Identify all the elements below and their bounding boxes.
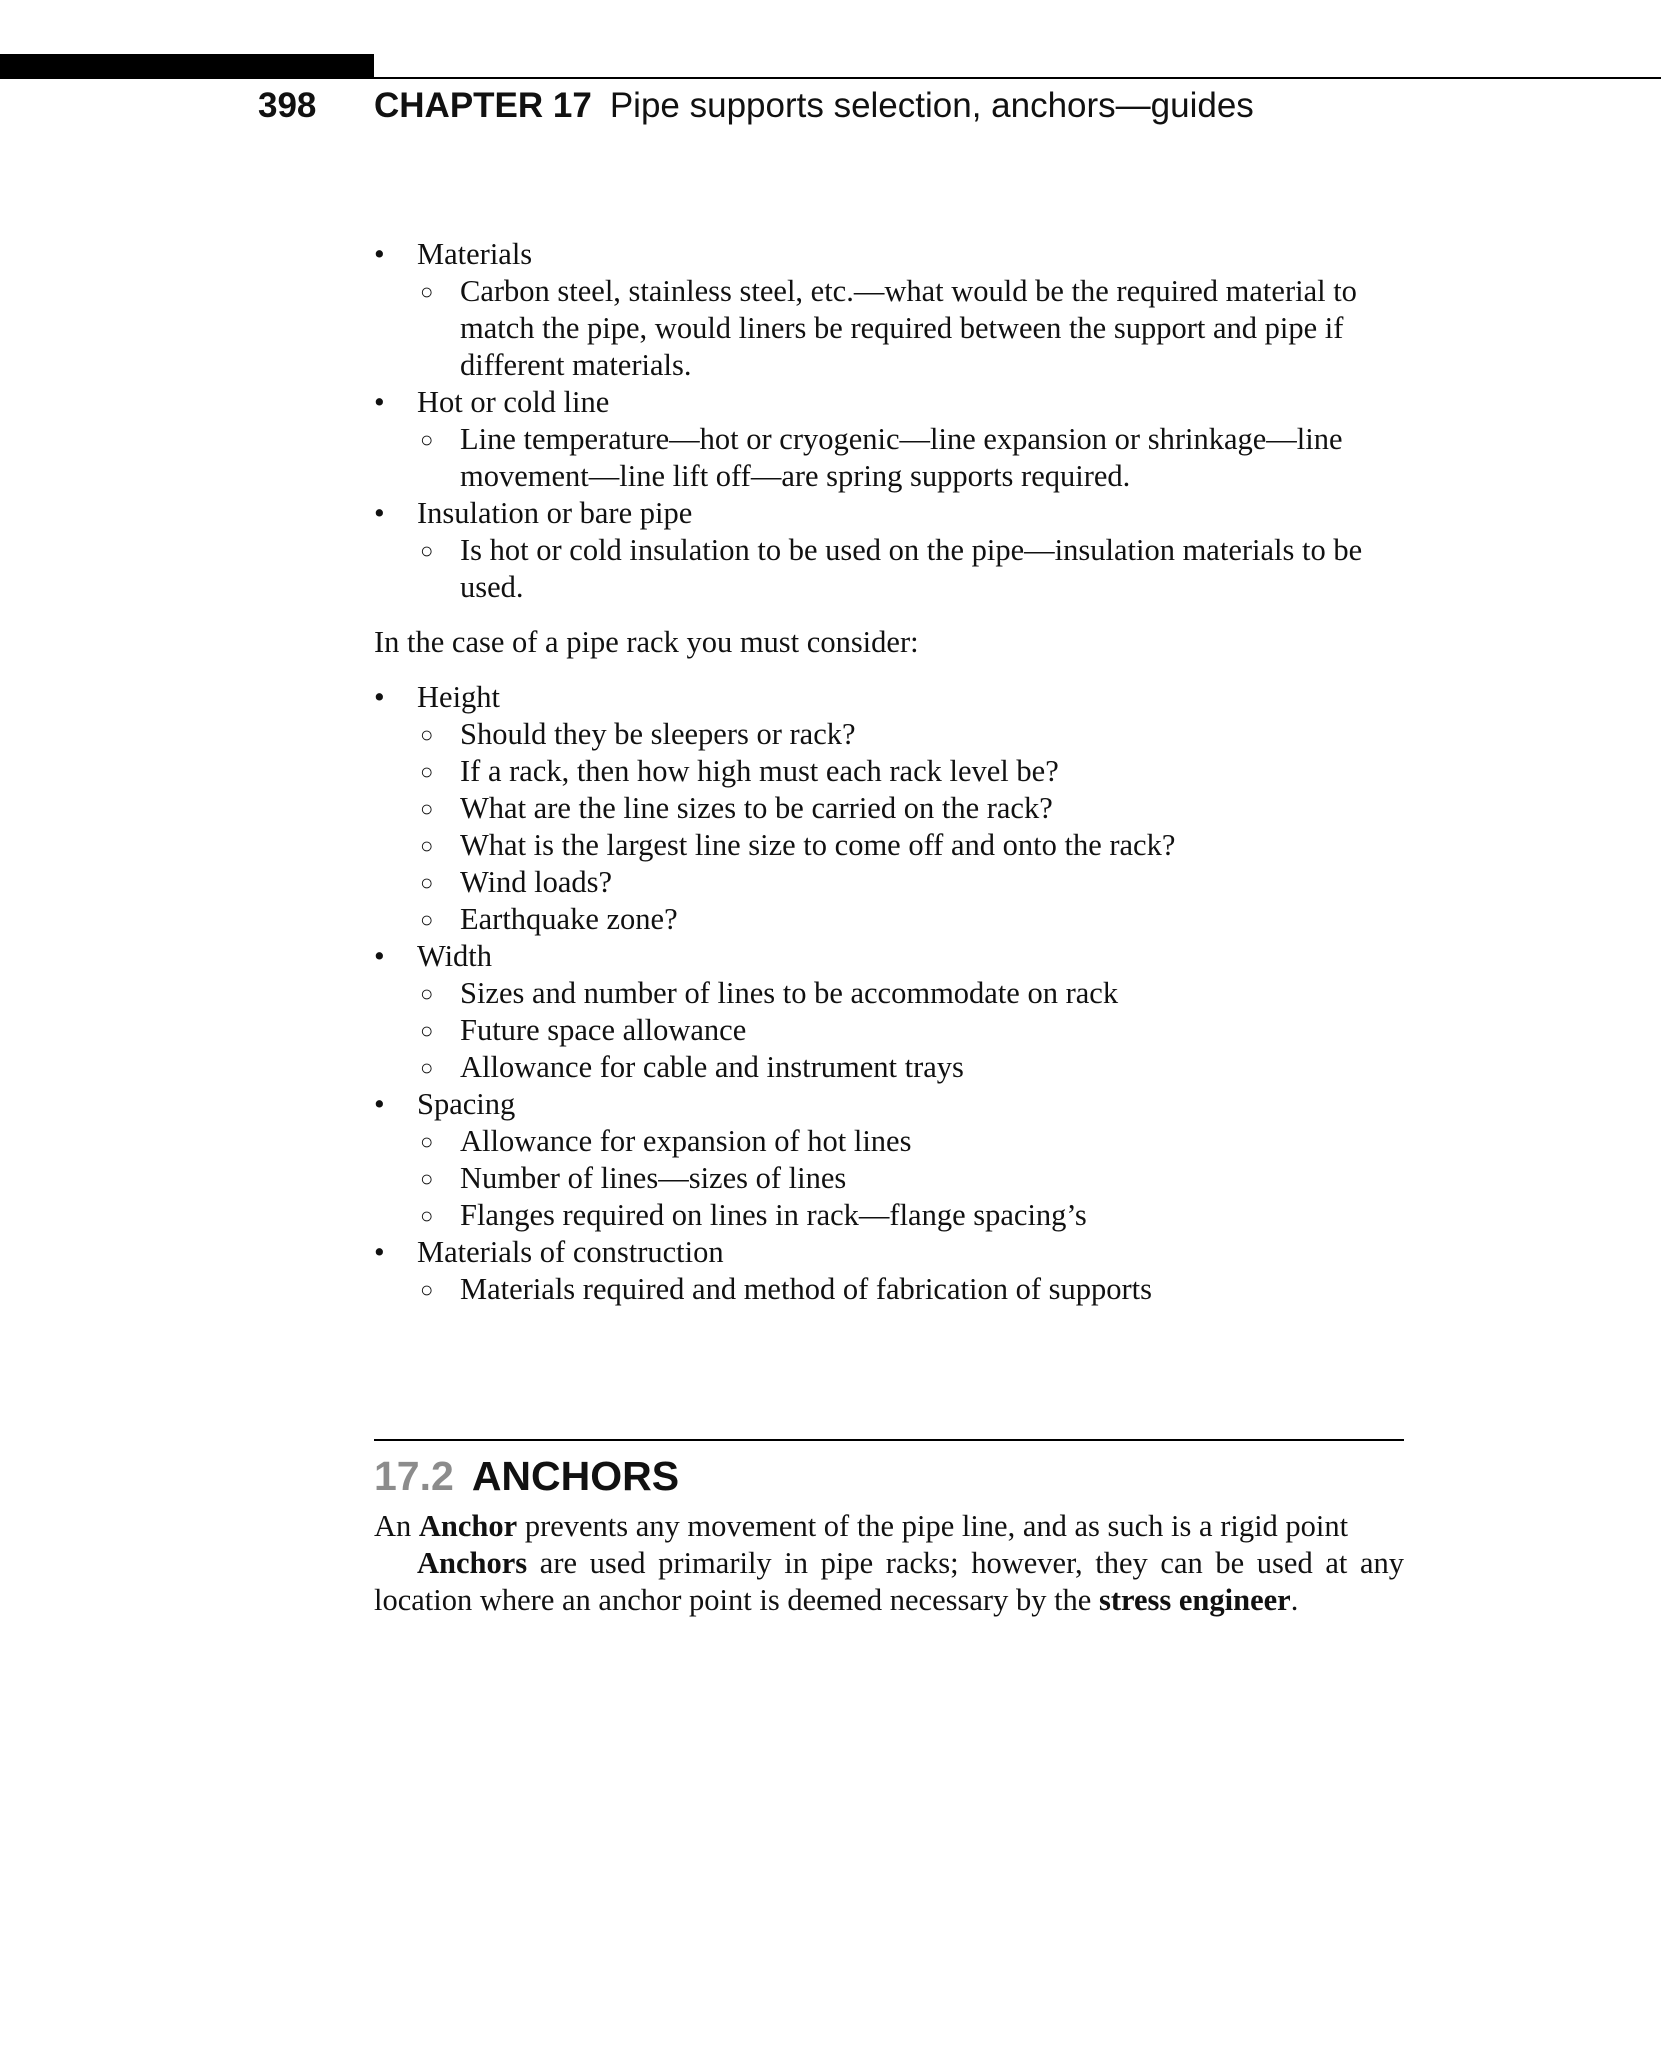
- intro-paragraph: In the case of a pipe rack you must consider:: [374, 625, 919, 659]
- sub-list-item: [417, 753, 1404, 790]
- circle-bullet-icon: ○: [420, 1166, 434, 1191]
- header-rule: [374, 77, 1661, 79]
- section-body: [374, 1508, 1404, 1619]
- circle-bullet-icon: ○: [420, 1055, 434, 1080]
- bullet-icon: •: [374, 385, 385, 419]
- circle-bullet-icon: ○: [420, 1277, 434, 1302]
- circle-bullet-icon: ○: [420, 538, 434, 563]
- circle-bullet-icon: ○: [420, 1203, 434, 1228]
- text-run: are used primarily in pipe racks; however, they can be used at any location where an anchor point is deemed necessary by the: [374, 1546, 1404, 1617]
- sub-list-item-text: Number of lines—sizes of lines: [460, 1161, 847, 1195]
- sub-list-item: [417, 532, 1404, 606]
- list-item-label: Materials of construction: [417, 1235, 724, 1269]
- sub-list-item-text: If a rack, then how high must each rack level be?: [460, 754, 1059, 788]
- circle-bullet-icon: ○: [420, 833, 434, 858]
- sub-list-item: [417, 273, 1404, 384]
- list-item: [374, 495, 1404, 606]
- bullet-icon: •: [374, 1087, 385, 1121]
- considerations-list: [374, 236, 1404, 606]
- sub-list-item: [417, 975, 1404, 1012]
- circle-bullet-icon: ○: [420, 427, 434, 452]
- sub-list-item: [417, 827, 1404, 864]
- sub-list-item: [417, 864, 1404, 901]
- sub-list-item-text: Future space allowance: [460, 1013, 747, 1047]
- list-item-label: Spacing: [417, 1087, 516, 1121]
- anchor-paragraph-2: [374, 1545, 1404, 1619]
- main-content: [374, 236, 1404, 1308]
- sub-list-item: [417, 1123, 1404, 1160]
- pipe-rack-list: [374, 679, 1404, 1308]
- sub-list-item: [417, 716, 1404, 753]
- circle-bullet-icon: ○: [420, 759, 434, 784]
- bullet-icon: •: [374, 1235, 385, 1269]
- circle-bullet-icon: ○: [420, 279, 434, 304]
- sub-list: [417, 1123, 1404, 1234]
- sub-list-item-text: Allowance for cable and instrument trays: [460, 1050, 964, 1084]
- chapter-label: CHAPTER 17: [374, 86, 592, 125]
- sub-list-item: [417, 1012, 1404, 1049]
- sub-list-item: [417, 901, 1404, 938]
- sub-list: [417, 273, 1404, 384]
- circle-bullet-icon: ○: [420, 981, 434, 1006]
- list-item-label: Hot or cold line: [417, 385, 610, 419]
- sub-list: [417, 1271, 1404, 1308]
- sub-list-item-text: Wind loads?: [460, 865, 613, 899]
- list-item: [374, 679, 1404, 938]
- circle-bullet-icon: ○: [420, 1129, 434, 1154]
- bold-term: Anchors: [417, 1546, 528, 1580]
- sub-list-item-text: Flanges required on lines in rack—flange spacing’s: [460, 1198, 1087, 1232]
- section-heading: [374, 1448, 679, 1504]
- sub-list-item: [417, 790, 1404, 827]
- circle-bullet-icon: ○: [420, 722, 434, 747]
- circle-bullet-icon: ○: [420, 1018, 434, 1043]
- list-item: [374, 1234, 1404, 1308]
- text-run: An: [374, 1509, 419, 1543]
- sub-list-item-text: Line temperature—hot or cryogenic—line expansion or shrinkage—line movement—line lift off—are spring supports required.: [460, 422, 1343, 493]
- section-rule: [374, 1439, 1404, 1441]
- bullet-icon: •: [374, 680, 385, 714]
- sub-list-item-text: Carbon steel, stainless steel, etc.—what would be the required material to match the pipe, would liners be required between the support and pipe if different materials.: [460, 274, 1357, 382]
- anchor-paragraph-1: [374, 1508, 1404, 1545]
- sub-list-item-text: What are the line sizes to be carried on the rack?: [460, 791, 1053, 825]
- list-item-label: Insulation or bare pipe: [417, 496, 693, 530]
- text-run: prevents any movement of the pipe line, and as such is a rigid point: [517, 1509, 1349, 1543]
- sub-list-item-text: Allowance for expansion of hot lines: [460, 1124, 912, 1158]
- running-header: [258, 86, 1254, 136]
- list-item-label: Materials: [417, 237, 533, 271]
- list-item-label: Height: [417, 680, 501, 714]
- sub-list-item: [417, 1197, 1404, 1234]
- section-number: 17.2: [374, 1453, 454, 1499]
- bullet-icon: •: [374, 237, 385, 271]
- circle-bullet-icon: ○: [420, 796, 434, 821]
- sub-list-item-text: Sizes and number of lines to be accommodate on rack: [460, 976, 1119, 1010]
- sub-list-item-text: Earthquake zone?: [460, 902, 678, 936]
- chapter-title: Pipe supports selection, anchors—guides: [609, 86, 1254, 125]
- bold-term: Anchor: [418, 1509, 518, 1543]
- section-title: ANCHORS: [471, 1453, 680, 1499]
- sub-list-item: [417, 1160, 1404, 1197]
- circle-bullet-icon: ○: [420, 870, 434, 895]
- sub-list: [417, 975, 1404, 1086]
- sub-list-item-text: Is hot or cold insulation to be used on the pipe—insulation materials to be used.: [460, 533, 1363, 604]
- sub-list-item: [417, 421, 1404, 495]
- bullet-icon: •: [374, 939, 385, 973]
- text-run: .: [1290, 1583, 1299, 1617]
- bold-term: stress engineer: [1098, 1583, 1291, 1617]
- page-number: 398: [258, 86, 317, 125]
- list-item-label: Width: [417, 939, 493, 973]
- sub-list: [417, 421, 1404, 495]
- list-item: [374, 384, 1404, 495]
- list-item: [374, 236, 1404, 384]
- sub-list: [417, 532, 1404, 606]
- circle-bullet-icon: ○: [420, 907, 434, 932]
- header-bar: [0, 54, 374, 79]
- sub-list-item-text: What is the largest line size to come off and onto the rack?: [460, 828, 1176, 862]
- sub-list-item: [417, 1271, 1404, 1308]
- sub-list-item: [417, 1049, 1404, 1086]
- sub-list: [417, 716, 1404, 938]
- sub-list-item-text: Should they be sleepers or rack?: [460, 717, 856, 751]
- list-item: [374, 1086, 1404, 1234]
- sub-list-item-text: Materials required and method of fabrication of supports: [460, 1272, 1152, 1306]
- bullet-icon: •: [374, 496, 385, 530]
- list-item: [374, 938, 1404, 1086]
